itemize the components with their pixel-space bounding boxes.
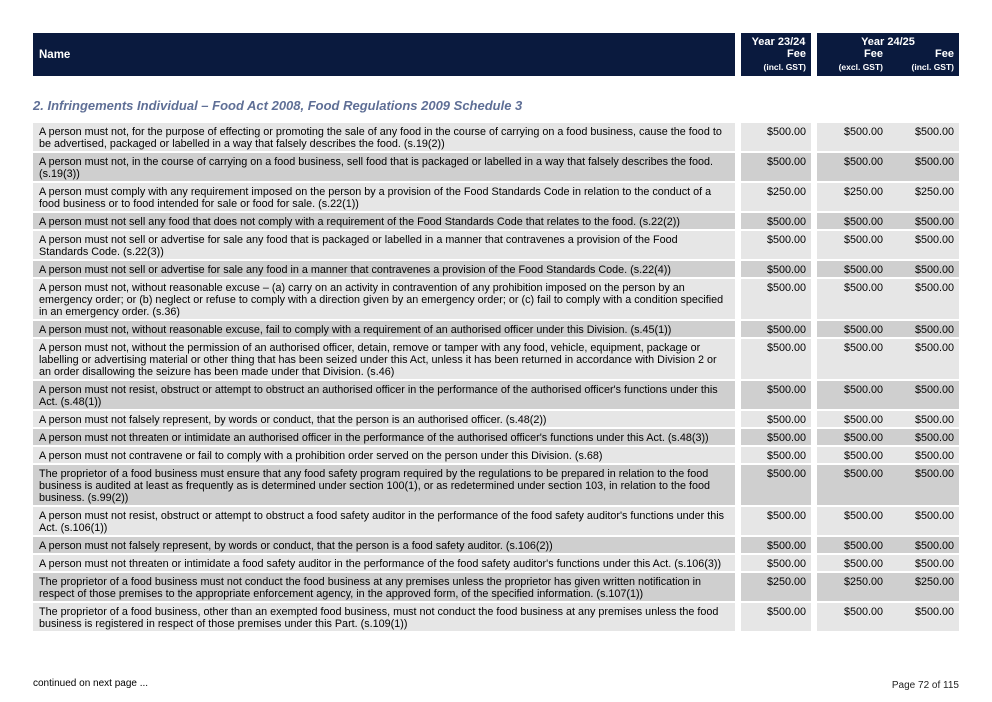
offence-description: A person must not, in the course of carrying on a food business, sell food that is packaged or labelled in a way that falsely describes the food. (s.19(3)) [33,153,735,181]
fee-2425-excl-gst: $500.00 [817,123,888,151]
fee-2324-incl-gst: $500.00 [741,279,811,319]
offence-description: The proprietor of a food business, other than an exempted food business, must not conduct the food business at any premises unless the food business is registered in respect of those premises under this Part. (s.109(1)) [33,603,735,631]
table-row [33,429,959,445]
table-row [33,555,959,571]
fee-2425-incl-gst: $500.00 [888,381,959,409]
fee-2324-incl-gst: $500.00 [741,429,811,445]
fee-2425-incl-gst: $250.00 [888,573,959,601]
fee-2425-incl-gst: $500.00 [888,123,959,151]
fee-2425-incl-gst: $500.00 [888,321,959,337]
page-number: Page 72 of 115 [891,680,959,691]
header-year1 [741,33,811,76]
offence-description: A person must not contravene or fail to comply with a prohibition order served on the person under this Division. (s.68) [33,447,735,463]
table-row [33,537,959,553]
fee-2425-excl-gst: $500.00 [817,339,888,379]
table-row [33,447,959,463]
fee-2425-incl-gst: $500.00 [888,153,959,181]
fee-table-header-wrap [33,33,959,76]
fee-2324-incl-gst: $500.00 [741,411,811,427]
header-year1-label: Year 23/24 [751,36,806,48]
offence-description: A person must not threaten or intimidate an authorised officer in the performance of the authorised officer's functions under this Act. (s.48(3)) [33,429,735,445]
fee-2425-incl-gst: $500.00 [888,447,959,463]
fee-2324-incl-gst: $500.00 [741,555,811,571]
fee-2324-incl-gst: $500.00 [741,537,811,553]
offence-description: The proprietor of a food business must not conduct the food business at any premises unless the proprietor has given written notification in respect of those premises to the appropriate enforcement agency, in the approved form, of the specified information. (s.107(1)) [33,573,735,601]
offence-description: A person must not sell or advertise for sale any food in a manner that contravenes a provision of the Food Standards Code. (s.22(4)) [33,261,735,277]
table-row [33,411,959,427]
fee-2425-incl-gst: $500.00 [888,411,959,427]
fee-2425-excl-gst: $500.00 [817,231,888,259]
table-row [33,231,959,259]
offence-description: A person must not falsely represent, by words or conduct, that the person is a food safety auditor. (s.106(2)) [33,537,735,553]
header-year2-fee-incl: Fee [935,48,954,60]
fee-2425-incl-gst: $500.00 [888,339,959,379]
fee-2425-excl-gst: $500.00 [817,411,888,427]
fee-2425-incl-gst: $500.00 [888,231,959,259]
table-row [33,339,959,379]
offence-description: A person must not, without reasonable excuse – (a) carry on an activity in contravention of any prohibition imposed on the person by an emergency order; or (b) neglect or refuse to comply with a direction given by an emergency order; or (c) fail to comply with a condition specified in an emergency order. (s.36) [33,279,735,319]
table-row [33,465,959,505]
table-row [33,381,959,409]
fee-2425-excl-gst: $500.00 [817,213,888,229]
header-year2-sub-incl: (incl. GST) [911,62,954,72]
fee-2425-excl-gst: $500.00 [817,381,888,409]
fee-2324-incl-gst: $500.00 [741,261,811,277]
fee-2425-incl-gst: $500.00 [888,213,959,229]
header-name: Name [33,33,735,76]
table-row [33,213,959,229]
offence-description: A person must not resist, obstruct or attempt to obstruct a food safety auditor in the performance of the food safety auditor's functions under this Act. (s.106(1)) [33,507,735,535]
header-year1-fee: Fee [787,48,806,60]
header-year2-fee-excl: Fee [864,48,883,60]
offence-description: A person must comply with any requirement imposed on the person by a provision of the Food Standards Code in relation to the conduct of a food business or to food intended for sale or food for sale. (s.22(1)) [33,183,735,211]
fee-2324-incl-gst: $250.00 [741,573,811,601]
table-header [33,33,959,76]
fee-2425-excl-gst: $500.00 [817,555,888,571]
header-year2 [817,33,959,76]
table-row [33,603,959,631]
fee-2425-incl-gst: $500.00 [888,465,959,505]
fee-table-body [33,123,959,633]
offence-description: A person must not threaten or intimidate a food safety auditor in the performance of the food safety auditor's functions under this Act. (s.106(3)) [33,555,735,571]
table-row [33,321,959,337]
fee-2425-excl-gst: $500.00 [817,279,888,319]
fee-2425-excl-gst: $500.00 [817,261,888,277]
fee-2425-excl-gst: $500.00 [817,465,888,505]
fee-2425-incl-gst: $500.00 [888,537,959,553]
fee-2425-incl-gst: $500.00 [888,261,959,277]
offence-description: A person must not sell or advertise for sale any food that is packaged or labelled in a manner that contravenes a provision of the Food Standards Code. (s.22(3)) [33,231,735,259]
table-row [33,573,959,601]
fee-2324-incl-gst: $500.00 [741,321,811,337]
fee-2324-incl-gst: $250.00 [741,183,811,211]
fee-2324-incl-gst: $500.00 [741,465,811,505]
continued-note: continued on next page ... [33,678,149,689]
fee-2425-excl-gst: $500.00 [817,447,888,463]
fee-2425-excl-gst: $500.00 [817,603,888,631]
fee-2324-incl-gst: $500.00 [741,339,811,379]
offence-description: A person must not sell any food that does not comply with a requirement of the Food Standards Code that relates to the food. (s.22(2)) [33,213,735,229]
fee-2324-incl-gst: $500.00 [741,381,811,409]
offence-description: A person must not falsely represent, by words or conduct, that the person is an authorised officer. (s.48(2)) [33,411,735,427]
fee-2324-incl-gst: $500.00 [741,123,811,151]
table-row [33,279,959,319]
offence-description: A person must not, without the permission of an authorised officer, detain, remove or tamper with any food, vehicle, equipment, package or labelling or advertising material or other thing that has been seized under this Act, unless it has been returned in accordance with Division 2 or an order disallowing the seizure has been made under that Division. (s.46) [33,339,735,379]
fee-2324-incl-gst: $500.00 [741,213,811,229]
fee-2425-excl-gst: $500.00 [817,153,888,181]
table-row [33,507,959,535]
fee-2425-incl-gst: $500.00 [888,603,959,631]
fee-2425-excl-gst: $500.00 [817,429,888,445]
fee-2324-incl-gst: $500.00 [741,507,811,535]
section-title: 2. Infringements Individual – Food Act 2008, Food Regulations 2009 Schedule 3 [33,98,523,113]
fee-2425-incl-gst: $500.00 [888,279,959,319]
offence-description: A person must not, for the purpose of effecting or promoting the sale of any food in the course of carrying on a food business, cause the food to be advertised, packaged or labelled in a way that falsely describes the food. (s.19(2)) [33,123,735,151]
fee-2425-excl-gst: $500.00 [817,321,888,337]
fee-2425-incl-gst: $500.00 [888,555,959,571]
header-year2-sub-excl: (excl. GST) [838,62,883,72]
table-row [33,183,959,211]
fee-2324-incl-gst: $500.00 [741,153,811,181]
fee-2324-incl-gst: $500.00 [741,447,811,463]
header-year1-sub: (incl. GST) [763,62,806,72]
offence-description: A person must not, without reasonable excuse, fail to comply with a requirement of an authorised officer under this Division. (s.45(1)) [33,321,735,337]
table-row [33,123,959,151]
offence-description: A person must not resist, obstruct or attempt to obstruct an authorised officer in the performance of the authorised officer's functions under this Act. (s.48(1)) [33,381,735,409]
fee-2425-excl-gst: $250.00 [817,573,888,601]
fee-2425-excl-gst: $500.00 [817,507,888,535]
header-year2-label: Year 24/25 [861,36,915,48]
fee-2425-incl-gst: $500.00 [888,507,959,535]
fee-2425-excl-gst: $250.00 [817,183,888,211]
fee-2324-incl-gst: $500.00 [741,603,811,631]
fee-2425-incl-gst: $250.00 [888,183,959,211]
table-row [33,153,959,181]
fee-2425-incl-gst: $500.00 [888,429,959,445]
offence-description: The proprietor of a food business must ensure that any food safety program required by the regulations to be prepared in relation to the food business is audited at least as frequently as is determined under section 100(1), or as redetermined under section 103, in relation to the food business. (s.99(2)) [33,465,735,505]
fee-2324-incl-gst: $500.00 [741,231,811,259]
fee-2425-excl-gst: $500.00 [817,537,888,553]
table-row [33,261,959,277]
